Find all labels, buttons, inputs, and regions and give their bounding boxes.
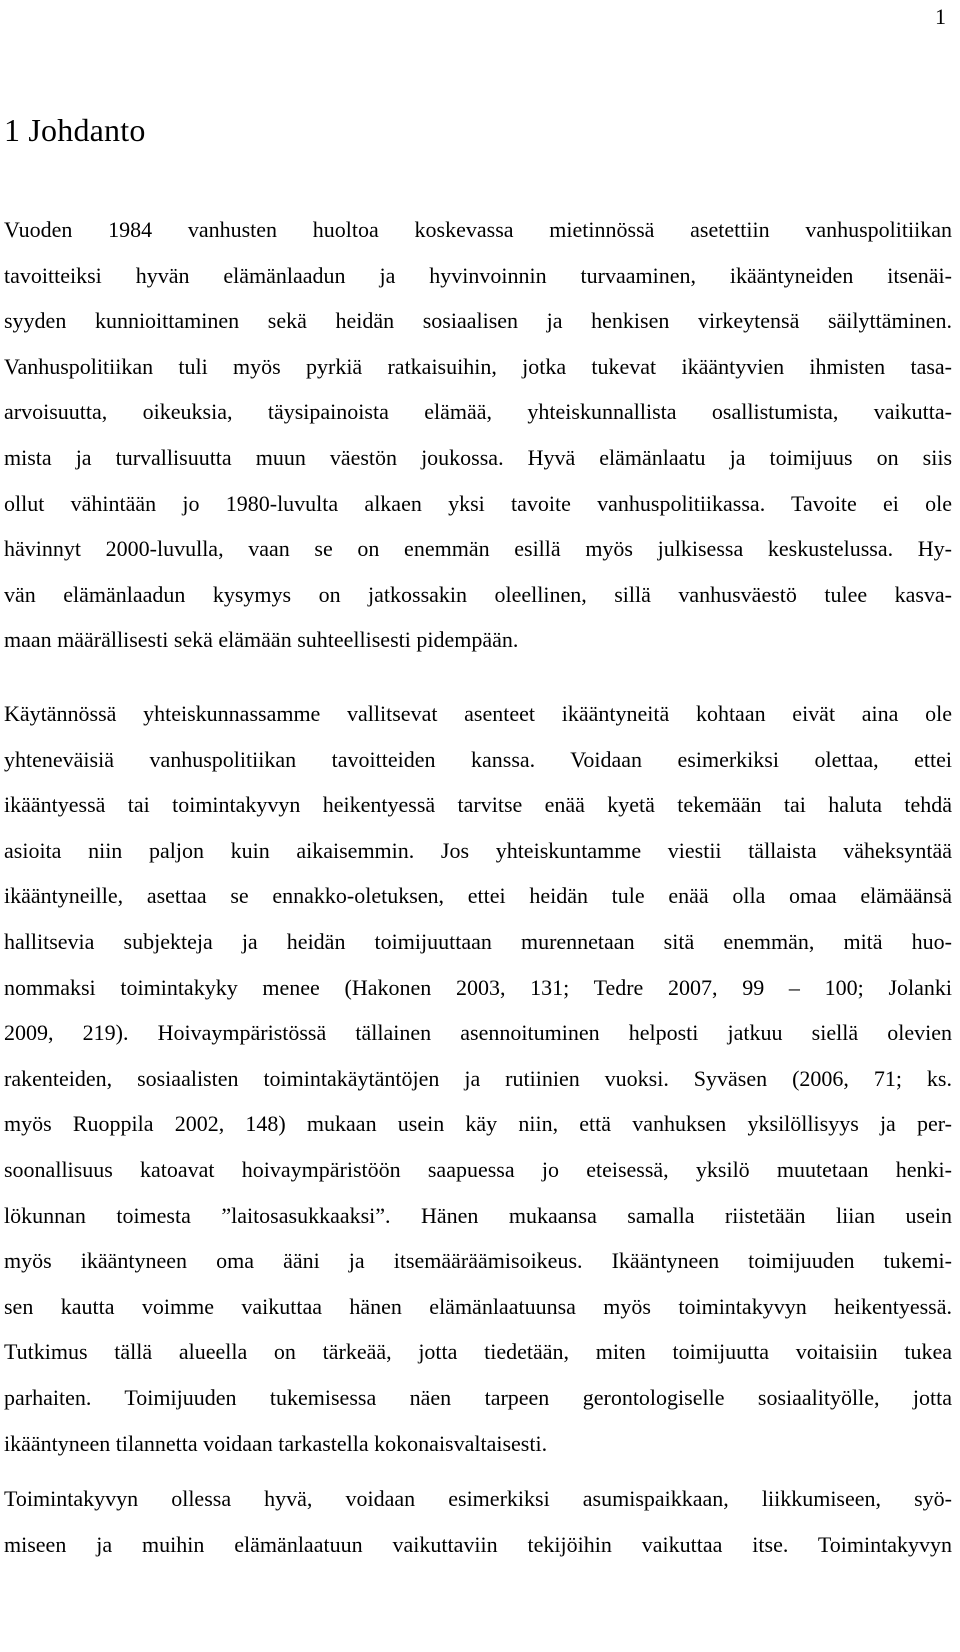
text-line: 2009, 219). Hoivaympäristössä tällainen asennoituminen helposti jatkuu siellä olevien	[4, 1020, 952, 1046]
text-line: tavoitteiksi hyvän elämänlaadun ja hyvinvoinnin turvaaminen, ikääntyneiden itsenäi-	[4, 262, 952, 288]
paragraph-3	[4, 1476, 952, 1567]
text-line: hävinnyt 2000-luvulla, vaan se on enemmän esillä myös julkisessa keskustelussa. Hy-	[4, 536, 952, 562]
text-line: asioita niin paljon kuin aikaisemmin. Jos yhteiskuntamme viestii tällaista väheksyntää	[4, 837, 952, 863]
text-line: Toimintakyvyn ollessa hyvä, voidaan esimerkiksi asumispaikkaan, liikkumiseen, syö-	[4, 1486, 952, 1511]
text-line: vän elämänlaadun kysymys on jatkossakin oleellinen, sillä vanhusväestö tulee kasva-	[4, 581, 952, 607]
text-line: myös Ruoppila 2002, 148) mukaan usein käy niin, että vanhuksen yksilöllisyys ja per-	[4, 1111, 952, 1137]
text-line: parhaiten. Toimijuuden tukemisessa näen tarpeen gerontologiselle sosiaalityölle, jotta	[4, 1384, 952, 1410]
text-line: miseen ja muihin elämänlaatuun vaikuttaviin tekijöihin vaikuttaa itse. Toimintakyvyn	[4, 1531, 952, 1557]
text-line: hallitsevia subjekteja ja heidän toimijuuttaan murennetaan sitä enemmän, mitä huo-	[4, 928, 952, 954]
paragraph-2	[4, 691, 952, 1466]
text-line: nommaksi toimintakyky menee (Hakonen 2003, 131; Tedre 2007, 99 – 100; Jolanki	[4, 974, 952, 1000]
text-line: myös ikääntyneen oma ääni ja itsemääräämisoikeus. Ikääntyneen toimijuuden tukemi-	[4, 1248, 952, 1274]
text-line: ikääntyessä tai toimintakyvyn heikentyessä tarvitse enää kyetä tekemään tai haluta tehdä	[4, 792, 952, 818]
chapter-title: 1 Johdanto	[4, 112, 146, 148]
text-line: ikääntyneille, asettaa se ennakko-oletuksen, ettei heidän tule enää olla omaa elämäänsä	[4, 883, 952, 909]
text-line: ollut vähintään jo 1980-luvulta alkaen yksi tavoite vanhuspolitiikassa. Tavoite ei ole	[4, 490, 952, 516]
paragraph-1	[4, 207, 952, 663]
text-line: sen kautta voimme vaikuttaa hänen elämänlaatuunsa myös toimintakyvyn heikentyessä.	[4, 1293, 952, 1319]
text-line: maan määrällisesti sekä elämään suhteellisesti pidempään.	[4, 627, 519, 653]
text-line: ikääntyneen tilannetta voidaan tarkastella kokonaisvaltaisesti.	[4, 1430, 548, 1456]
text-line: Vuoden 1984 vanhusten huoltoa koskevassa mietinnössä asetettiin vanhuspolitiikan	[4, 217, 952, 242]
text-line: Käytännössä yhteiskunnassamme vallitsevat asenteet ikääntyneitä kohtaan eivät aina ole	[4, 701, 952, 726]
text-line: lökunnan toimesta ”laitosasukkaaksi”. Hänen mukaansa samalla riistetään liian usein	[4, 1202, 952, 1228]
page-number: 1	[935, 4, 946, 29]
text-line: syyden kunnioittaminen sekä heidän sosiaalisen ja henkisen virkeytensä säilyttäminen.	[4, 308, 952, 334]
text-line: Tutkimus tällä alueella on tärkeää, jotta tiedetään, miten toimijuutta voitaisiin tukea	[4, 1339, 952, 1365]
text-line: Vanhuspolitiikan tuli myös pyrkiä ratkaisuihin, jotka tukevat ikääntyvien ihmisten tasa-	[4, 353, 952, 379]
text-line: rakenteiden, sosiaalisten toimintakäytäntöjen ja rutiinien vuoksi. Syväsen (2006, 71; ks.	[4, 1065, 952, 1091]
text-line: yhteneväisiä vanhuspolitiikan tavoitteiden kanssa. Voidaan esimerkiksi olettaa, ettei	[4, 746, 952, 772]
text-line: mista ja turvallisuutta muun väestön joukossa. Hyvä elämänlaatu ja toimijuus on siis	[4, 444, 952, 470]
text-line: arvoisuutta, oikeuksia, täysipainoista elämää, yhteiskunnallista osallistumista, vaikutta-	[4, 399, 952, 425]
text-line: soonallisuus katoavat hoivaympäristöön saapuessa jo eteisessä, yksilö muutetaan henki-	[4, 1156, 952, 1182]
